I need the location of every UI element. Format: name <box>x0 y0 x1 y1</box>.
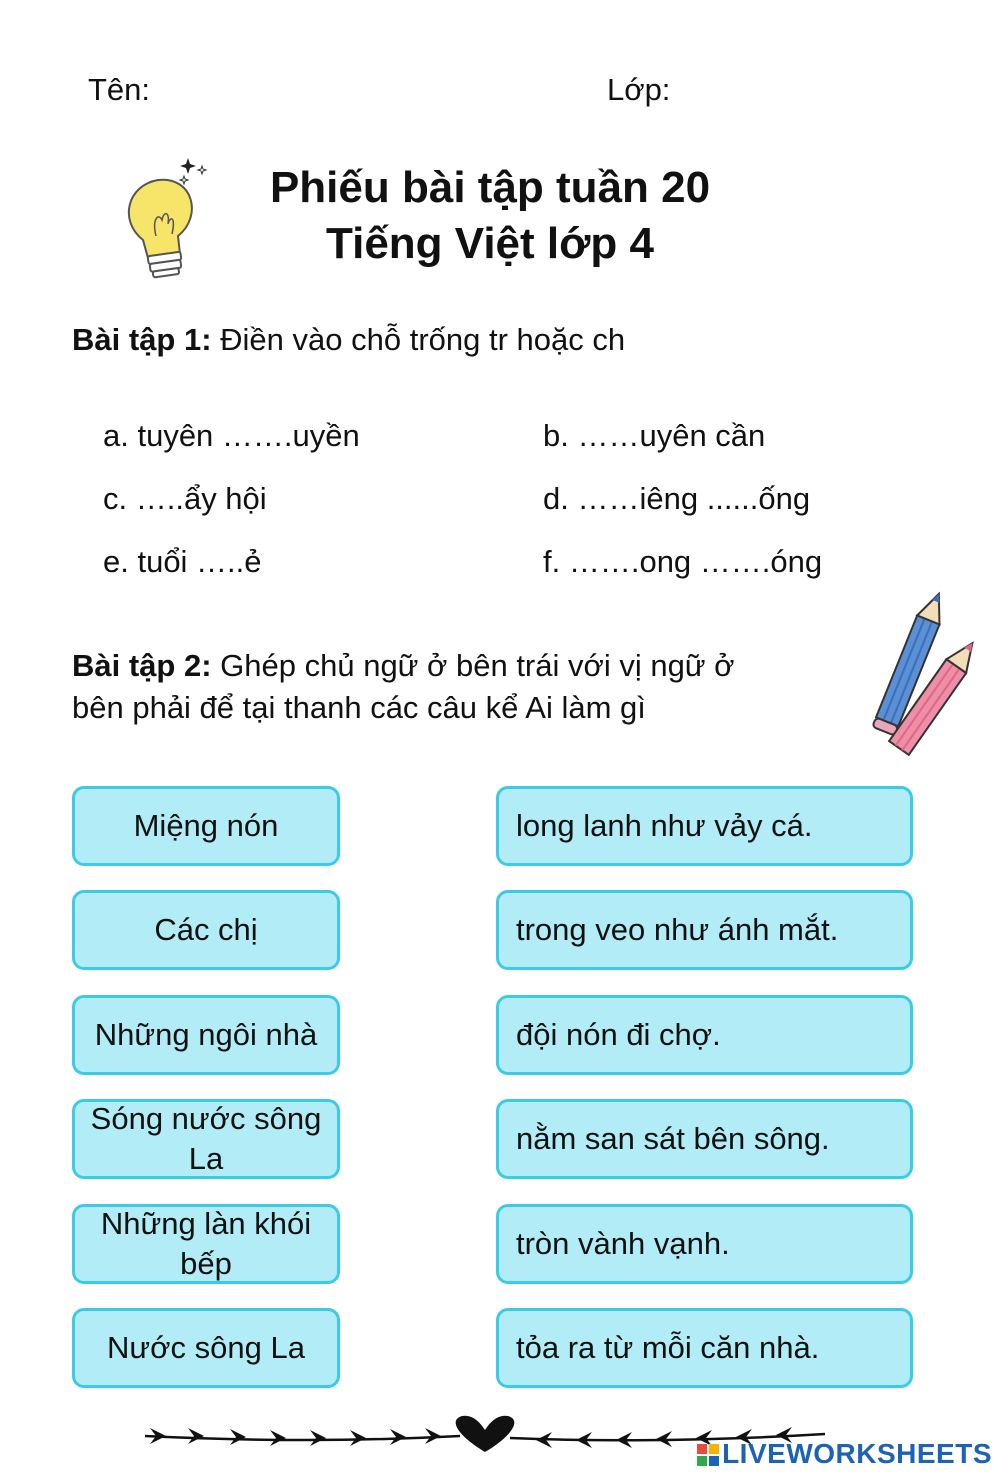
predicate-box-5[interactable] <box>496 1204 913 1284</box>
predicate-text: long lanh như vảy cá. <box>516 808 813 843</box>
class-label: Lớp: <box>607 72 671 107</box>
predicate-text: nằm san sát bên sông. <box>516 1121 830 1156</box>
subject-box-4[interactable] <box>72 1099 340 1179</box>
subject-box-1[interactable] <box>72 786 340 866</box>
predicate-text: đội nón đi chợ. <box>516 1017 721 1052</box>
exercise1-label: Bài tập 1: <box>72 322 212 357</box>
name-label: Tên: <box>88 72 151 107</box>
fill-item-f[interactable]: f. …….ong …….óng <box>543 544 823 579</box>
predicate-box-4[interactable] <box>496 1099 913 1179</box>
page-subtitle: Tiếng Việt lớp 4 <box>326 219 654 268</box>
subject-box-5[interactable] <box>72 1204 340 1284</box>
exercise1-heading <box>72 320 625 360</box>
fill-item-c[interactable]: c. …..ẩy hội <box>103 481 267 516</box>
exercise2-label: Bài tập 2: <box>72 648 212 683</box>
watermark <box>696 1438 992 1470</box>
exercise2-instruction-line2: bên phải để tại thanh các câu kể Ai làm gì <box>72 690 646 725</box>
subject-box-2[interactable] <box>72 890 340 970</box>
predicate-box-6[interactable] <box>496 1308 913 1388</box>
predicate-text: tỏa ra từ mỗi căn nhà. <box>516 1330 820 1365</box>
exercise2-heading <box>72 646 735 686</box>
predicate-box-3[interactable] <box>496 995 913 1075</box>
exercise2-instruction-line1: Ghép chủ ngữ ở bên trái với vị ngữ ở <box>220 648 735 683</box>
fill-item-b[interactable]: b. ……uyên cần <box>543 418 766 453</box>
pencils-icon <box>855 590 980 770</box>
subject-text: Các chị <box>154 912 258 947</box>
subject-box-6[interactable] <box>72 1308 340 1388</box>
watermark-text: LIVEWORKSHEETS <box>722 1438 992 1469</box>
predicate-text: tròn vành vạnh. <box>516 1226 730 1261</box>
subject-text: Miệng nón <box>133 808 279 843</box>
fill-item-e[interactable]: e. tuổi …..ẻ <box>103 544 262 579</box>
predicate-box-2[interactable] <box>496 890 913 970</box>
subject-box-3[interactable] <box>72 995 340 1075</box>
page-title: Phiếu bài tập tuần 20 <box>269 163 711 212</box>
subject-text: Sóng nước sông La <box>90 1101 322 1176</box>
exercise1-instruction: Điền vào chỗ trống tr hoặc ch <box>220 322 626 357</box>
subject-text: Những làn khói bếp <box>100 1206 312 1281</box>
fill-item-a[interactable]: a. tuyên …….uyền <box>103 418 360 453</box>
predicate-text: trong veo như ánh mắt. <box>516 912 839 947</box>
fill-item-d[interactable]: d. ……iêng ......ống <box>543 481 811 516</box>
subject-text: Nước sông La <box>107 1330 305 1365</box>
subject-text: Những ngôi nhà <box>94 1017 318 1052</box>
liveworksheets-logo-icon <box>696 1442 720 1466</box>
predicate-box-1[interactable] <box>496 786 913 866</box>
